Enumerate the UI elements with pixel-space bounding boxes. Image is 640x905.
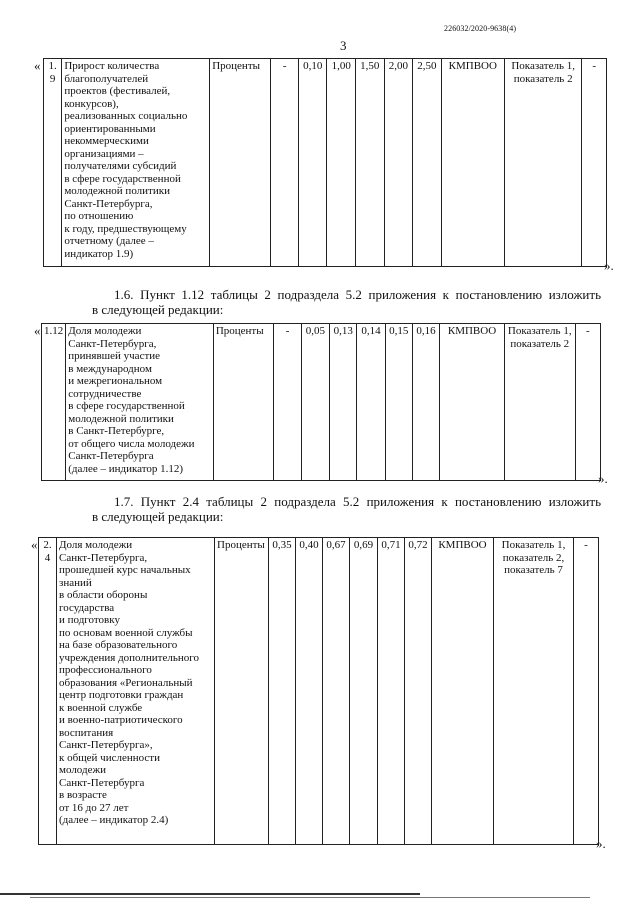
value-cell: 2,50 [413, 59, 442, 267]
opening-quote: « [31, 537, 38, 552]
unit-cell: Проценты [210, 59, 271, 267]
executor-cell: КМПВОО [440, 324, 505, 481]
opening-quote: « [34, 58, 41, 73]
value-cell: - [271, 59, 299, 267]
value-cell: 0,10 [298, 59, 327, 267]
indicators-cell: Показатель 1, показатель 2 [504, 324, 575, 481]
value-cell: 0,15 [385, 324, 412, 481]
row-number: 1.12 [42, 324, 66, 481]
value-cell: 0,05 [301, 324, 329, 481]
paragraph-intro-continued: в следующей редакции: [92, 509, 224, 524]
indicators-cell: Показатель 1, показатель 2, показатель 7 [494, 538, 574, 845]
indicator-table [43, 58, 607, 267]
indicator-name: Доля молодежи Санкт-Петербурга, прошедшей курс начальных знаний в области обороны государства и подготовку по основам военной службы на базе образовательного учреждения дополнительного профессионального образования «Региональный центр подготовки граждан к военной службе и военно-патриотического воспитания Санкт-Петербурга», к общей численности молодежи Санкт-Петербурга в возрасте от 16 до 27 лет (далее – индикатор 2.4) [57, 538, 215, 845]
last-cell: - [575, 324, 600, 481]
opening-quote: « [34, 323, 41, 338]
value-cell: 0,72 [405, 538, 432, 845]
value-cell: 0,71 [378, 538, 405, 845]
closing-quote: ». [598, 471, 608, 486]
page-number: 3 [340, 38, 347, 53]
scan-edge-line [30, 897, 590, 898]
indicator-name: Доля молодежи Санкт-Петербурга, принявшей участие в международном и межрегиональном сотрудничестве в сфере государственной молодежной политики в Санкт-Петербурге, от общего числа молодежи Санкт-Петербурга (далее – индикатор 1.12) [66, 324, 214, 481]
value-cell: 0,35 [269, 538, 296, 845]
row-number: 1.9 [44, 59, 62, 267]
executor-cell: КМПВОО [441, 59, 504, 267]
value-cell: 0,69 [350, 538, 378, 845]
value-cell: 2,00 [384, 59, 413, 267]
indicator-name: Прирост количества благополучателей проектов (фестивалей, конкурсов), реализованных социально ориентированными некоммерческими организациями – получателями субсидий в сфере государственной молодежной политики Санкт-Петербурга, по отношению к году, предшествующему отчетному (далее – индикатор 1.9) [62, 59, 210, 267]
executor-cell: КМПВОО [432, 538, 494, 845]
value-cell: 0,16 [412, 324, 439, 481]
paragraph-intro: 1.6. Пункт 1.12 таблицы 2 подраздела 5.2 приложения к постановлению изложить [114, 287, 601, 302]
document-number: 226032/2020-9638(4) [444, 24, 517, 33]
scan-edge-line [0, 893, 420, 895]
closing-quote: ». [604, 258, 614, 273]
paragraph-intro: 1.7. Пункт 2.4 таблицы 2 подраздела 5.2 приложения к постановлению изложить [114, 494, 601, 509]
value-cell: 0,40 [296, 538, 323, 845]
value-cell: - [274, 324, 301, 481]
value-cell: 1,50 [356, 59, 385, 267]
value-cell: 0,14 [357, 324, 385, 481]
value-cell: 1,00 [327, 59, 356, 267]
table-row [39, 538, 599, 845]
table-row [42, 324, 601, 481]
value-cell: 0,67 [323, 538, 350, 845]
value-cell: 0,13 [330, 324, 357, 481]
indicator-table [38, 537, 599, 845]
row-number: 2.4 [39, 538, 57, 845]
indicator-table [41, 323, 601, 481]
last-cell: - [574, 538, 599, 845]
paragraph-intro-continued: в следующей редакции: [92, 302, 224, 317]
table-row [44, 59, 607, 267]
unit-cell: Проценты [213, 324, 274, 481]
indicators-cell: Показатель 1, показатель 2 [504, 59, 582, 267]
last-cell: - [582, 59, 607, 267]
unit-cell: Проценты [215, 538, 269, 845]
closing-quote: ». [596, 836, 606, 851]
